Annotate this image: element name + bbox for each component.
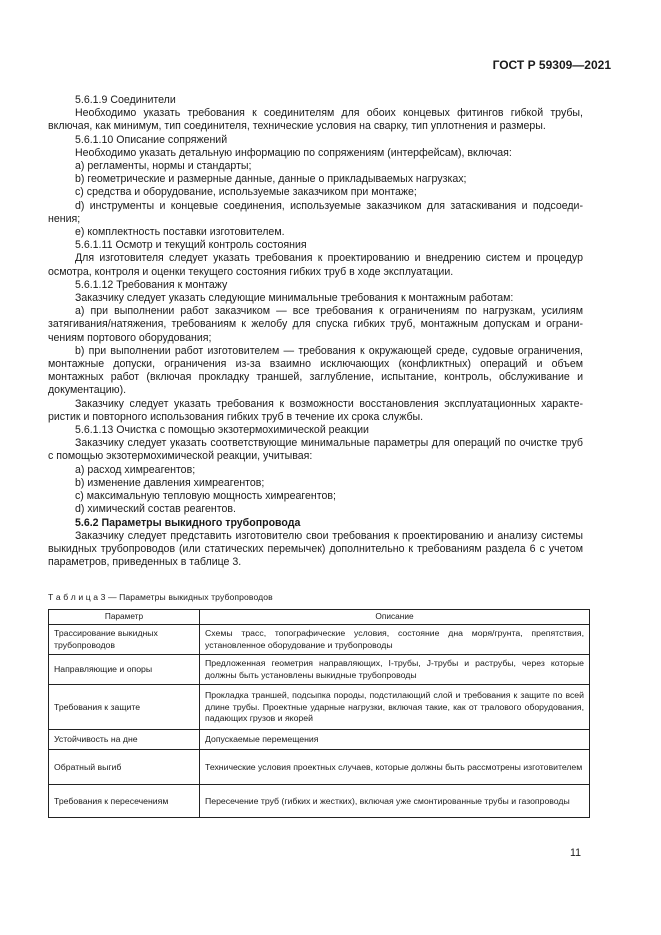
header-description: Описание xyxy=(200,610,590,625)
description-cell: Прокладка траншей, подсыпка породы, подстилающий слой и требования к защите по всей длине трубы. Проектные ударные нагрузки, включая такие, как от тралового оборудования, падающих грузов и якорей xyxy=(200,685,590,730)
standard-number: ГОСТ Р 59309—2021 xyxy=(492,58,611,72)
parameter-cell: Обратный выгиб xyxy=(49,750,200,785)
parameters-table xyxy=(48,609,590,818)
description-cell: Предложенная геометрия направляющих, I-трубы, J-трубы и раструбы, через которые должны быть установлены выкидные трубопроводы xyxy=(200,655,590,685)
list-item: d) химический состав реагентов. xyxy=(75,503,236,516)
paragraph: Необходимо указать детальную информацию по сопряжениям (интерфейсам), включая: xyxy=(75,146,512,159)
list-item: d) инструменты и концевые соединения, используемые заказчиком для затаскивания и подсоединения; xyxy=(48,199,583,225)
page-number: 11 xyxy=(570,847,581,859)
list-item: c) средства и оборудование, используемые заказчиком при монтаже; xyxy=(75,186,417,199)
list-item: a) регламенты, нормы и стандарты; xyxy=(75,160,252,173)
table-row xyxy=(49,730,590,750)
parameter-cell: Требования к пересечениям xyxy=(49,785,200,818)
description-cell: Пересечение труб (гибких и жестких), включая уже смонтированные трубы и газопроводы xyxy=(200,785,590,818)
parameter-cell: Требования к защите xyxy=(49,685,200,730)
table-row xyxy=(49,785,590,818)
list-item: b) изменение давления химреагентов; xyxy=(75,476,265,489)
clause-heading: 5.6.1.12 Требования к монтажу xyxy=(75,278,228,291)
table-header-row xyxy=(49,610,590,625)
description-cell: Технические условия проектных случаев, которые должны быть рассмотрены изготовителем xyxy=(200,750,590,785)
parameter-cell: Устойчивость на дне xyxy=(49,730,200,750)
description-cell: Схемы трасс, топографические условия, состояние дна моря/грунта, препятствия, установленное оборудование и трубопроводы xyxy=(200,625,590,655)
clause-heading: 5.6.1.9 Соединители xyxy=(75,94,176,106)
table-caption: Т а б л и ц а 3 — Параметры выкидных трубопроводов xyxy=(48,592,273,602)
clause-heading: 5.6.1.10 Описание сопряжений xyxy=(75,133,228,146)
paragraph: Заказчику следует представить изготовителю свои требования к проектированию и анализу системы выкидных трубопроводов (или статических перемычек) дополнительно к требованиям раздела 6 с учетом параметров, приведенных в таблице 3. xyxy=(48,529,583,569)
parameter-cell: Трассирование выкидных трубопроводов xyxy=(49,625,200,655)
list-item: b) геометрические и размерные данные, данные о прикладываемых нагрузках; xyxy=(75,173,467,186)
paragraph: Необходимо указать требования к соединителям для обоих концевых фитингов гибкой трубы, включая, как минимум, тип соединителя, технические условия на сварку, тип уплотнения и размеры. xyxy=(48,107,583,133)
list-item: c) максимальную тепловую мощность химреагентов; xyxy=(75,490,336,503)
table-row xyxy=(49,655,590,685)
table-row xyxy=(49,750,590,785)
description-cell: Допускаемые перемещения xyxy=(200,730,590,750)
table-row xyxy=(49,625,590,655)
body-text xyxy=(48,94,583,569)
list-item: a) расход химреагентов; xyxy=(75,463,196,476)
clause-heading: 5.6.1.13 Очистка с помощью экзотермохимической реакции xyxy=(75,424,369,437)
paragraph: Заказчику следует указать требования к возможности восстановления эксплуатационных характеристик и повторного использования гибких труб в течение их срока службы. xyxy=(48,397,583,423)
paragraph: Заказчику следует указать следующие минимальные требования к монтажным работам: xyxy=(75,292,514,305)
clause-heading: 5.6.1.11 Осмотр и текущий контроль состояния xyxy=(75,239,307,252)
list-item: b) при выполнении работ изготовителем — требования к окружающей среде, судовые ограничения, монтажные допуски, ограничения из-за взаимно исключающих (конфликтных) операций и объем монтажных работ (включая прокладку траншей, заглубление, испытание, контроль, обслуживание и документацию). xyxy=(48,344,583,397)
list-item: e) комплектность поставки изготовителем. xyxy=(75,226,285,239)
paragraph: Заказчику следует указать соответствующие минимальные параметры для операций по очистке труб с помощью экзотермохимической реакции, учитывая: xyxy=(48,437,583,463)
section-heading: 5.6.2 Параметры выкидного трубопровода xyxy=(75,516,301,529)
list-item: a) при выполнении работ заказчиком — все требования к ограничениям по нагрузкам, усилиям затягивания/натяжения, требованиям к желобу для спуска гибких труб, монтажным допускам и ограничениям портового оборудования; xyxy=(48,305,583,344)
parameter-cell: Направляющие и опоры xyxy=(49,655,200,685)
header-parameter: Параметр xyxy=(49,610,200,625)
table-row xyxy=(49,685,590,730)
paragraph: Для изготовителя следует указать требования к проектированию и внедрению систем и процедур осмотра, контроля и оценки текущего состояния гибких труб в ходе эксплуатации. xyxy=(48,252,583,278)
